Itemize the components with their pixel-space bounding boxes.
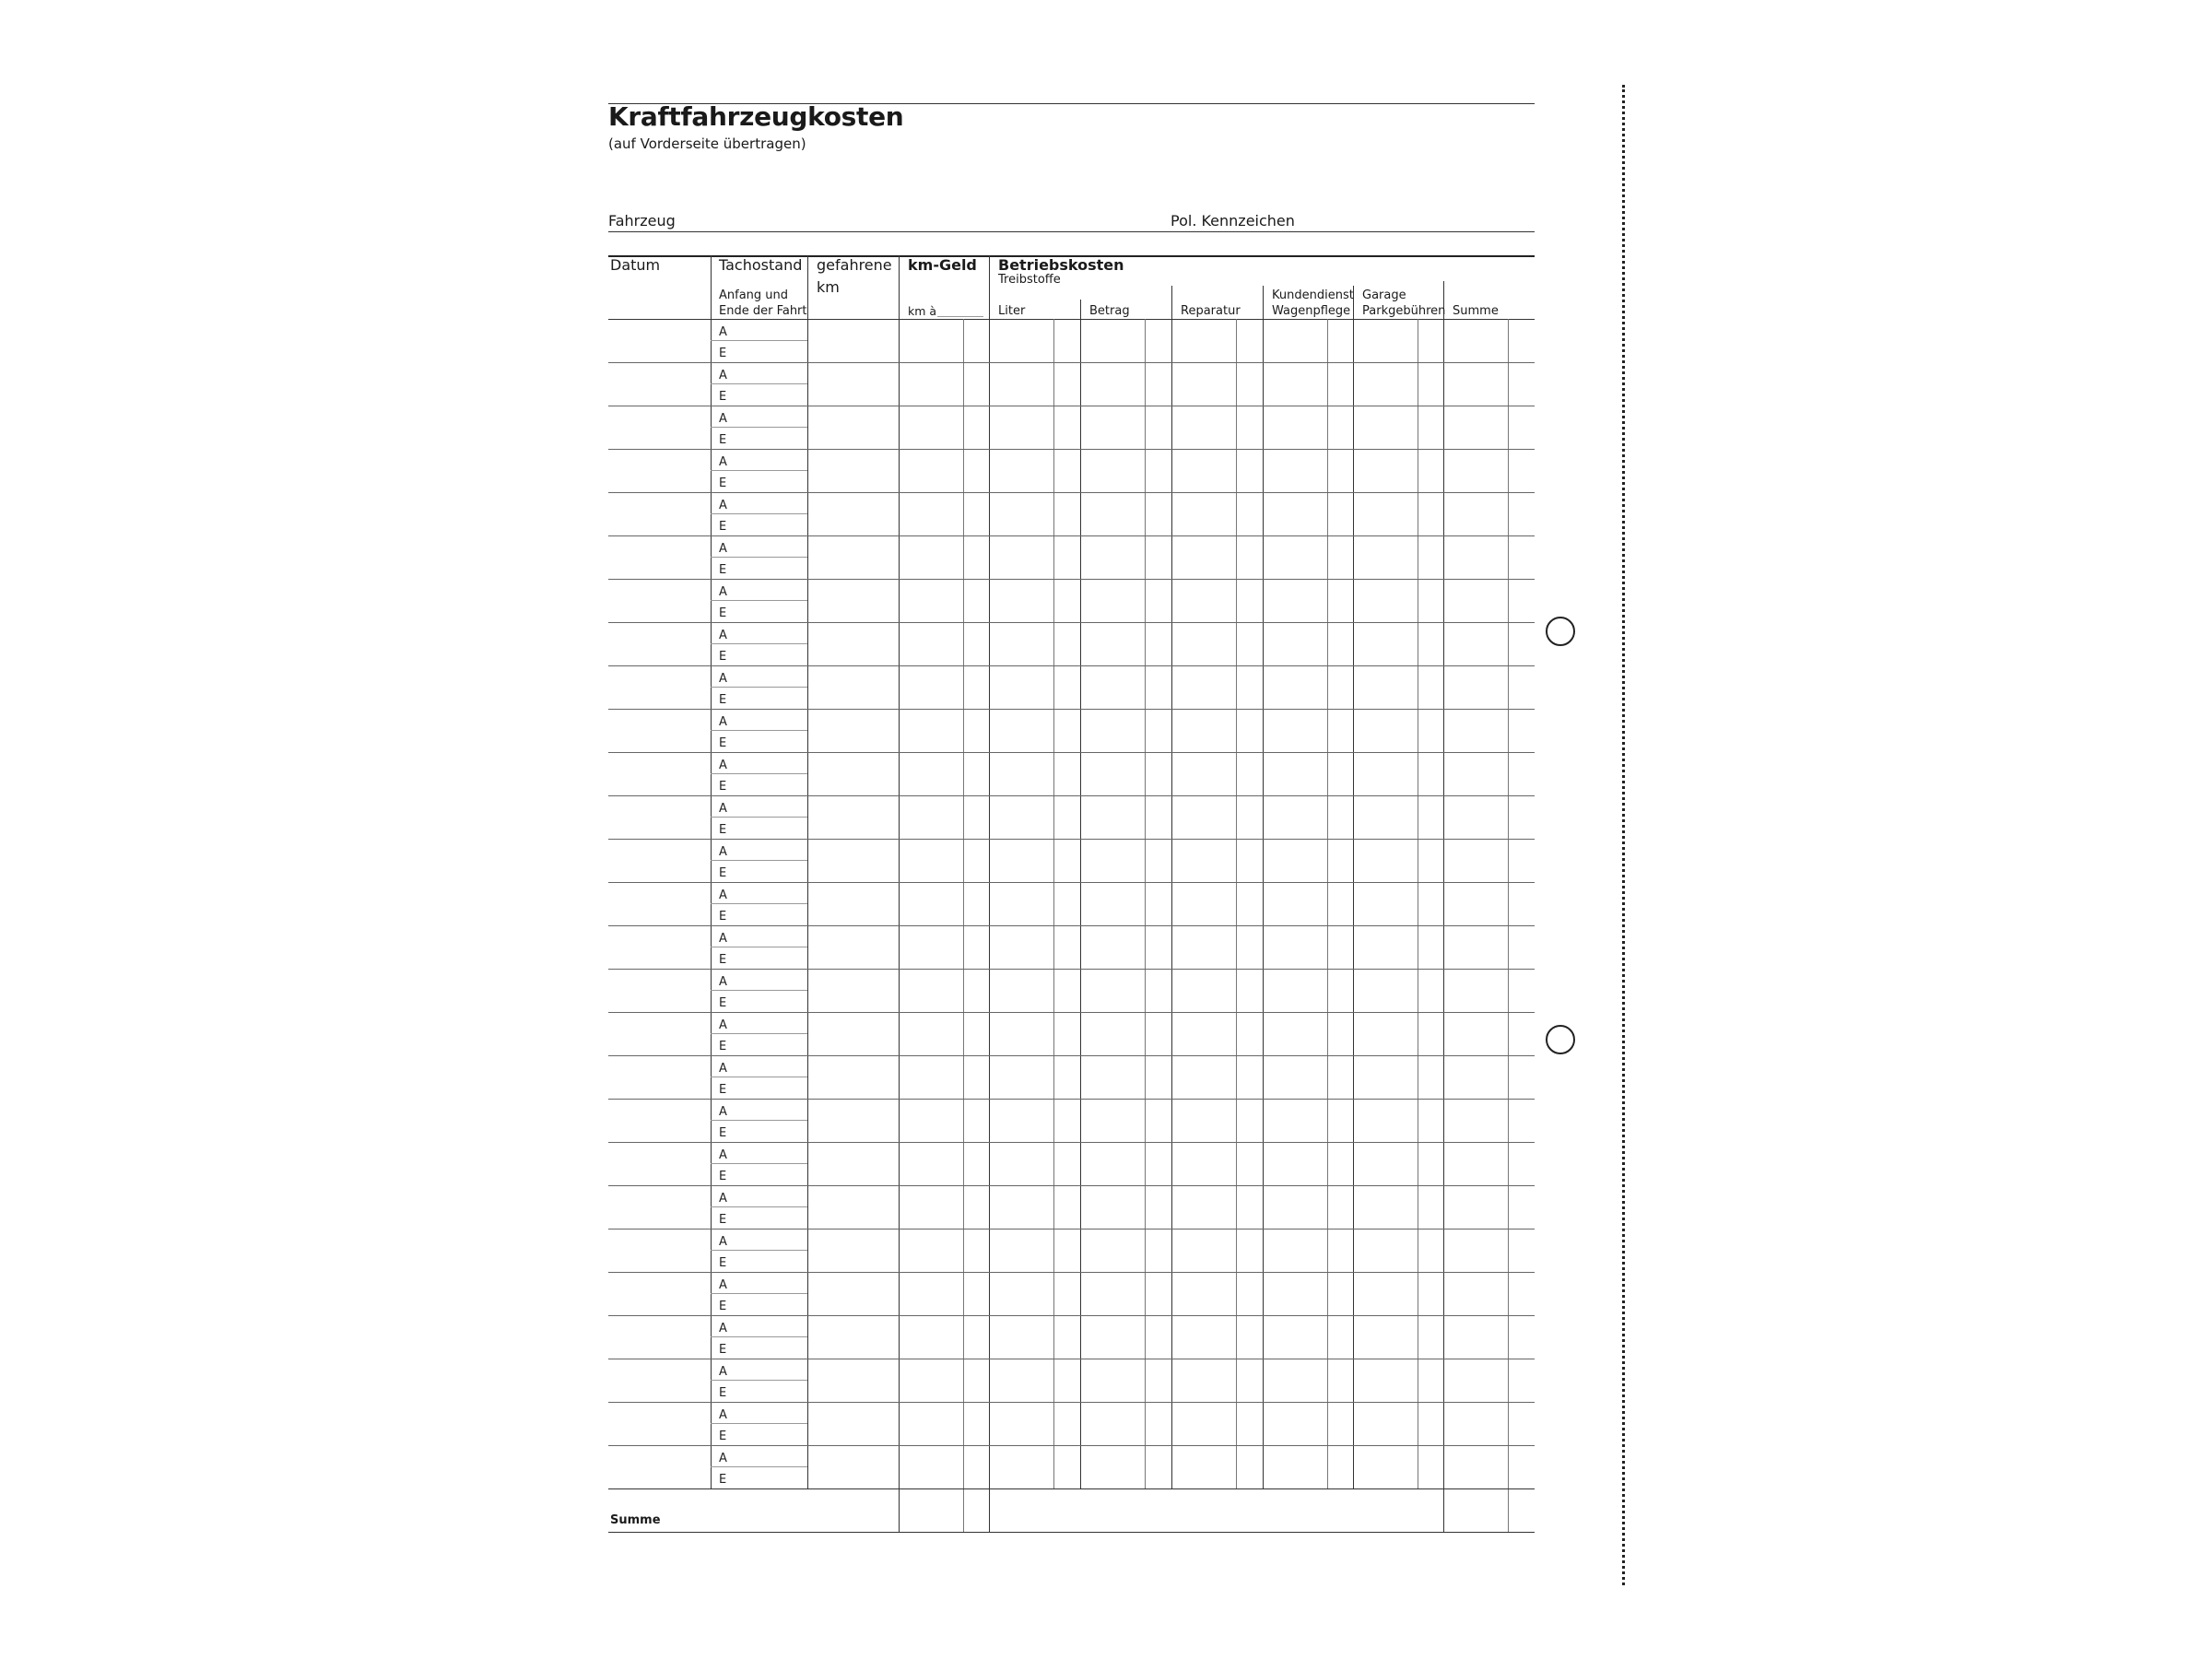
table-row: [608, 969, 1535, 970]
row-label-a: A: [719, 369, 727, 382]
tacho-split-line: [711, 600, 807, 601]
header-kundendienst: Kundendienst: [1272, 288, 1354, 302]
header-gefahrene: gefahrene: [817, 256, 892, 274]
row-label-e: E: [719, 1473, 727, 1487]
row-label-a: A: [719, 1278, 727, 1292]
title-rule: [608, 103, 1535, 104]
table-row: [608, 1099, 1535, 1100]
tacho-split-line: [711, 427, 807, 428]
divider-gefahrene: [807, 255, 808, 1488]
row-label-a: A: [719, 1235, 727, 1249]
header-datum: Datum: [610, 256, 661, 274]
row-label-e: E: [719, 910, 727, 924]
row-label-e: E: [719, 1386, 727, 1400]
row-label-a: A: [719, 1192, 727, 1206]
table-row: [608, 882, 1535, 883]
row-label-a: A: [719, 585, 727, 599]
divider-kmgeld: [899, 255, 900, 1532]
header-reparatur: Reparatur: [1181, 304, 1241, 318]
row-label-e: E: [719, 780, 727, 794]
row-label-e: E: [719, 1126, 727, 1140]
header-betrag: Betrag: [1089, 304, 1130, 318]
row-label-a: A: [719, 932, 727, 946]
row-label-a: A: [719, 629, 727, 642]
table-row: [608, 535, 1535, 536]
tacho-split-line: [711, 903, 807, 904]
table-row: [608, 1185, 1535, 1186]
table-row: [608, 709, 1535, 710]
table-row: [608, 925, 1535, 926]
subcolumn-divider: [1327, 319, 1328, 1488]
tacho-split-line: [711, 1120, 807, 1121]
table-row: [608, 1445, 1535, 1446]
row-label-a: A: [719, 802, 727, 816]
tacho-split-line: [711, 730, 807, 731]
row-label-a: A: [719, 975, 727, 989]
row-label-a: A: [719, 715, 727, 729]
header-tacho-sub1: Anfang und: [719, 288, 789, 302]
row-label-e: E: [719, 996, 727, 1010]
row-label-e: E: [719, 953, 727, 967]
row-label-a: A: [719, 1365, 727, 1379]
tacho-split-line: [711, 383, 807, 384]
header-tachostand: Tachostand: [719, 256, 803, 274]
summe-bottom-rule: [608, 1532, 1535, 1533]
row-label-a: A: [719, 1018, 727, 1032]
row-label-a: A: [719, 542, 727, 556]
table-row: [608, 1142, 1535, 1143]
row-label-e: E: [719, 1170, 727, 1183]
tacho-split-line: [711, 1206, 807, 1207]
header-km-a: km à: [908, 304, 937, 318]
tacho-split-line: [711, 1466, 807, 1467]
perforation-line: [1622, 85, 1625, 1585]
row-label-e: E: [719, 390, 727, 404]
header-bottom-rule: [608, 319, 1535, 320]
punch-hole-lower: [1546, 1025, 1575, 1054]
row-label-e: E: [719, 1213, 727, 1227]
table-row: [608, 1315, 1535, 1316]
vehicle-label: Fahrzeug: [608, 212, 676, 229]
tacho-split-line: [711, 340, 807, 341]
row-label-a: A: [719, 499, 727, 512]
tacho-split-line: [711, 1293, 807, 1294]
row-label-e: E: [719, 347, 727, 360]
row-label-a: A: [719, 1105, 727, 1119]
divider-tachostand: [711, 255, 712, 1488]
header-garage: Garage: [1362, 288, 1406, 302]
table-row: [608, 1229, 1535, 1230]
row-label-a: A: [719, 1408, 727, 1422]
subcolumn-divider: [1053, 319, 1054, 1488]
row-label-e: E: [719, 693, 727, 707]
tacho-split-line: [711, 860, 807, 861]
tacho-split-line: [711, 470, 807, 471]
punch-hole-upper: [1546, 617, 1575, 646]
header-summe: Summe: [1453, 304, 1499, 318]
tacho-split-line: [711, 1380, 807, 1381]
table-row: [608, 579, 1535, 580]
header-wagenpflege: Wagenpflege: [1272, 304, 1351, 318]
row-label-e: E: [719, 477, 727, 490]
tacho-split-line: [711, 817, 807, 818]
row-label-a: A: [719, 412, 727, 426]
form-subtitle: (auf Vorderseite übertragen): [608, 135, 806, 152]
header-treibstoffe: Treibstoffe: [998, 273, 1061, 287]
summe-label: Summe: [610, 1513, 661, 1527]
divider-betrag: [1080, 300, 1081, 1488]
divider-betriebskosten: [989, 255, 990, 1532]
table-row: [608, 449, 1535, 450]
tacho-split-line: [711, 557, 807, 558]
plate-label: Pol. Kennzeichen: [1171, 212, 1295, 229]
row-label-e: E: [719, 433, 727, 447]
row-label-e: E: [719, 650, 727, 664]
header-km: km: [817, 278, 840, 296]
header-betriebskosten: Betriebskosten: [998, 256, 1124, 274]
row-label-a: A: [719, 1062, 727, 1076]
row-label-a: A: [719, 455, 727, 469]
tacho-split-line: [711, 1250, 807, 1251]
row-label-e: E: [719, 1300, 727, 1313]
tacho-split-line: [711, 513, 807, 514]
tacho-split-line: [711, 1336, 807, 1337]
row-label-a: A: [719, 672, 727, 686]
subcolumn-divider: [1145, 319, 1146, 1488]
divider-garage: [1353, 286, 1354, 1488]
header-liter: Liter: [998, 304, 1026, 318]
tacho-split-line: [711, 1033, 807, 1034]
subcolumn-divider: [1236, 319, 1237, 1488]
row-label-e: E: [719, 520, 727, 534]
header-parkgebuehren: Parkgebühren: [1362, 304, 1446, 318]
row-label-a: A: [719, 1322, 727, 1335]
tacho-split-line: [711, 687, 807, 688]
row-label-a: A: [719, 759, 727, 772]
table-row: [608, 1055, 1535, 1056]
table-row: [608, 492, 1535, 493]
row-label-a: A: [719, 845, 727, 859]
km-rate-blank: [937, 316, 983, 317]
tacho-split-line: [711, 773, 807, 774]
row-label-e: E: [719, 866, 727, 880]
table-row: [608, 1012, 1535, 1013]
row-label-e: E: [719, 736, 727, 750]
table-row: [608, 1402, 1535, 1403]
table-row: [608, 1272, 1535, 1273]
table-row: [608, 752, 1535, 753]
summe-top-rule: [608, 1488, 1535, 1489]
tacho-split-line: [711, 1423, 807, 1424]
divider-reparatur: [1171, 286, 1172, 1488]
form-title: Kraftfahrzeugkosten: [608, 101, 904, 132]
row-label-a: A: [719, 888, 727, 902]
row-label-e: E: [719, 1040, 727, 1053]
vehicle-line[interactable]: [608, 231, 1535, 232]
table-row: [608, 839, 1535, 840]
row-label-e: E: [719, 823, 727, 837]
row-label-e: E: [719, 1343, 727, 1357]
row-label-e: E: [719, 1083, 727, 1097]
divider-kundendienst: [1263, 286, 1264, 1488]
table-row: [608, 665, 1535, 666]
row-label-a: A: [719, 1148, 727, 1162]
table-row: [608, 622, 1535, 623]
tacho-split-line: [711, 990, 807, 991]
table-row: [608, 795, 1535, 796]
header-km-geld: km-Geld: [908, 256, 977, 274]
tacho-split-line: [711, 643, 807, 644]
header-tacho-sub2: Ende der Fahrt: [719, 304, 807, 318]
row-label-a: A: [719, 1452, 727, 1465]
table-row: [608, 362, 1535, 363]
divider-summe: [1443, 281, 1444, 1532]
row-label-e: E: [719, 1430, 727, 1443]
row-label-e: E: [719, 1256, 727, 1270]
row-label-a: A: [719, 325, 727, 339]
row-label-e: E: [719, 606, 727, 620]
row-label-e: E: [719, 563, 727, 577]
tacho-split-line: [711, 1163, 807, 1164]
